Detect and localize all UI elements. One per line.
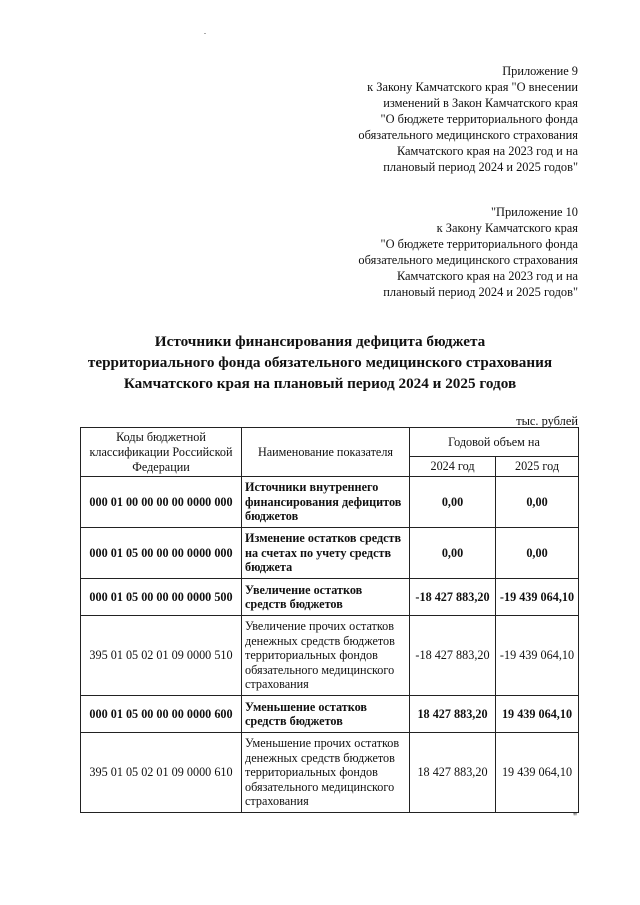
appendix-9-line: Камчатского края на 2023 год и на xyxy=(396,144,578,158)
appendix-9-line: "О бюджете территориального фонда xyxy=(380,112,578,126)
appendix-10-line: обязательного медицинского страхования xyxy=(358,253,578,267)
document-title xyxy=(0,331,640,394)
row-value-2025: 0,00 xyxy=(496,528,579,579)
appendix-10-line: "О бюджете территориального фонда xyxy=(380,237,578,251)
title-line: Источники финансирования дефицита бюджета xyxy=(154,333,486,350)
units-label: тыс. рублей xyxy=(516,414,578,428)
row-name: Уменьшение остатков средств бюджетов xyxy=(242,696,410,733)
closing-quote: " xyxy=(573,812,578,823)
title-line: Камчатского края на плановый период 2024 и 2025 годов xyxy=(123,375,517,392)
appendix-9-line: к Закону Камчатского края "О внесении xyxy=(367,80,578,94)
appendix-9-header xyxy=(358,63,578,175)
financing-table xyxy=(80,427,579,813)
row-code: 000 01 05 00 00 00 0000 600 xyxy=(81,696,242,733)
header-row xyxy=(81,428,579,457)
table-row xyxy=(81,696,579,733)
row-value-2024: 0,00 xyxy=(410,477,496,528)
row-value-2024: 18 427 883,20 xyxy=(410,696,496,733)
row-code: 000 01 00 00 00 00 0000 000 xyxy=(81,477,242,528)
table-row xyxy=(81,616,579,696)
row-value-2025: 19 439 064,10 xyxy=(496,696,579,733)
row-value-2024: -18 427 883,20 xyxy=(410,616,496,696)
table-row xyxy=(81,528,579,579)
header-year-2024: 2024 год xyxy=(410,457,496,477)
row-value-2025: -19 439 064,10 xyxy=(496,616,579,696)
header-codes: Коды бюджетной классификации Российской Федерации xyxy=(81,428,242,477)
appendix-10-line: Камчатского края на 2023 год и на xyxy=(396,269,578,283)
row-name: Источники внутреннего финансирования дефицитов бюджетов xyxy=(242,477,410,528)
appendix-10-line: к Закону Камчатского края xyxy=(436,221,578,235)
row-code: 395 01 05 02 01 09 0000 510 xyxy=(81,616,242,696)
appendix-9-line: обязательного медицинского страхования xyxy=(358,128,578,142)
appendix-10-header xyxy=(358,204,578,300)
table-row xyxy=(81,477,579,528)
row-name: Уменьшение прочих остатков денежных средств бюджетов территориальных фондов обязательного медицинского страхования xyxy=(242,733,410,813)
row-value-2024: 0,00 xyxy=(410,528,496,579)
row-name: Увеличение прочих остатков денежных средств бюджетов территориальных фондов обязательного медицинского страхования xyxy=(242,616,410,696)
table-row xyxy=(81,579,579,616)
header-year-2025: 2025 год xyxy=(496,457,579,477)
row-code: 395 01 05 02 01 09 0000 610 xyxy=(81,733,242,813)
row-value-2025: -19 439 064,10 xyxy=(496,579,579,616)
scan-speck xyxy=(204,33,206,34)
row-name: Изменение остатков средств на счетах по учету средств бюджета xyxy=(242,528,410,579)
table-row xyxy=(81,733,579,813)
row-value-2024: -18 427 883,20 xyxy=(410,579,496,616)
appendix-9-line: изменений в Закон Камчатского края xyxy=(383,96,578,110)
row-name: Увеличение остатков средств бюджетов xyxy=(242,579,410,616)
appendix-9-line: Приложение 9 xyxy=(502,64,578,78)
row-value-2024: 18 427 883,20 xyxy=(410,733,496,813)
appendix-9-line: плановый период 2024 и 2025 годов" xyxy=(383,160,578,174)
title-line: территориального фонда обязательного медицинского страхования xyxy=(87,354,553,371)
row-value-2025: 0,00 xyxy=(496,477,579,528)
appendix-10-line: "Приложение 10 xyxy=(490,205,578,219)
row-value-2025: 19 439 064,10 xyxy=(496,733,579,813)
row-code: 000 01 05 00 00 00 0000 000 xyxy=(81,528,242,579)
row-code: 000 01 05 00 00 00 0000 500 xyxy=(81,579,242,616)
appendix-10-line: плановый период 2024 и 2025 годов" xyxy=(383,285,578,299)
header-name: Наименование показателя xyxy=(242,428,410,477)
header-volume: Годовой объем на xyxy=(410,428,579,457)
